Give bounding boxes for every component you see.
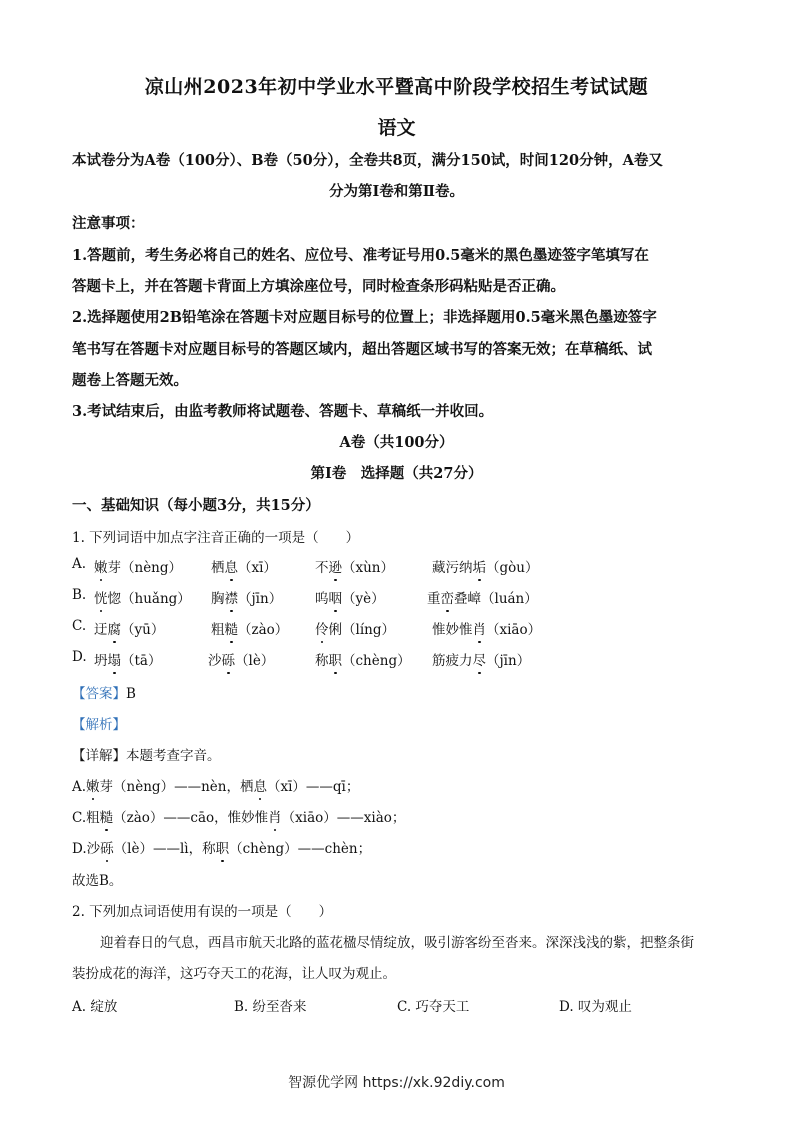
word-post: （yè） <box>342 591 385 607</box>
word-post: 惚（huǎng） <box>107 591 191 607</box>
word <box>94 649 161 669</box>
word <box>432 649 530 669</box>
word-post: （jīn） <box>486 653 531 669</box>
dotted-char: 嫩 <box>94 556 108 576</box>
dotted-char: 伶 <box>315 618 329 638</box>
q2-option-b: B. 纷至沓来 <box>234 999 307 1015</box>
text: （lè）——lì，称 <box>113 841 216 857</box>
exam-title: 凉山州2023年初中学业水平暨高中阶段学校招生考试试题 <box>144 76 649 98</box>
word-pre: 粗 <box>211 622 225 638</box>
dotted-char: 峦 <box>441 587 455 607</box>
answer-tag: 【答案】 <box>72 686 126 702</box>
correction-a <box>72 775 359 795</box>
word-pre: 迂 <box>94 622 108 638</box>
word-pre: 沙 <box>208 653 222 669</box>
dotted-char: 肖 <box>473 618 487 638</box>
text: D.沙 <box>72 841 101 857</box>
dotted-char: 糙 <box>225 618 239 638</box>
word-post: （gòu） <box>486 560 539 576</box>
notice-item-2-line-2: 笔书写在答题卡对应题目标号的答题区域内，超出答题区域书写的答案无效；在草稿纸、试 <box>72 341 652 358</box>
word-pre: 称 <box>315 653 329 669</box>
word-post: （zào） <box>238 622 289 638</box>
word-pre: 筋疲力 <box>432 653 473 669</box>
word-pre: 惟妙惟 <box>432 622 473 638</box>
word-post: 芽（nèng） <box>107 560 183 576</box>
q2-option-c: C. 巧夺天工 <box>397 999 470 1015</box>
text: （xiāo）——xiào； <box>281 810 406 826</box>
question-2-stem: 2. 下列加点词语使用有误的一项是（ ） <box>72 904 333 920</box>
word-post: （xùn） <box>342 560 395 576</box>
word-post: （yū） <box>121 622 165 638</box>
word-post: （xī） <box>238 560 277 576</box>
word-post: 俐（líng） <box>328 622 395 638</box>
dotted-char: 逊 <box>329 556 343 576</box>
dotted-char: 息 <box>225 556 239 576</box>
q2-option-a: A. 绽放 <box>72 999 118 1015</box>
word <box>427 587 538 607</box>
subject-title: 语文 <box>377 117 416 139</box>
q2-option-d: D. 叹为观止 <box>559 999 632 1015</box>
dotted-char: 嫩 <box>86 775 100 795</box>
dotted-char: 砾 <box>222 649 236 669</box>
option-label: D. <box>72 649 87 665</box>
option-label: C. <box>72 618 87 634</box>
dotted-char: 糙 <box>100 806 114 826</box>
dotted-char: 腐 <box>108 618 122 638</box>
word-post: （lè） <box>235 653 275 669</box>
passage-line-1: 迎着春日的气息，西昌市航天北路的蓝花楹尽情绽放，吸引游客纷至沓来。深深浅浅的紫，把整条街 <box>100 935 694 951</box>
word-post: （jīn） <box>238 591 283 607</box>
text: （chèng）——chèn； <box>229 841 372 857</box>
dotted-char: 息 <box>253 775 267 795</box>
word <box>315 649 411 669</box>
intro-line-1: 本试卷分为A卷（100分）、B卷（50分），全卷共8页，满分150试，时间120分钟，A卷又 <box>72 152 663 169</box>
text: （xī）——qī； <box>266 779 360 795</box>
conclusion: 故选B。 <box>72 873 123 889</box>
text: A. <box>72 779 87 795</box>
dotted-char: 肖 <box>268 806 282 826</box>
word-post: （xiāo） <box>486 622 542 638</box>
intro-line-2: 分为第Ⅰ卷和第Ⅱ卷。 <box>328 183 464 200</box>
basic-knowledge-heading: 一、基础知识（每小题3分，共15分） <box>72 497 320 514</box>
dotted-char: 职 <box>329 649 343 669</box>
answer-value: B <box>126 686 136 702</box>
correction-d <box>72 837 371 857</box>
dotted-char: 尽 <box>473 649 487 669</box>
notice-item-1-line-1: 1.答题前，考生务必将自己的姓名、应位号、准考证号用0.5毫米的黑色墨迹签字笔填写在 <box>72 247 649 264</box>
dotted-char: 垢 <box>473 556 487 576</box>
word <box>211 556 277 576</box>
notice-heading: 注意事项： <box>72 215 145 232</box>
word-pre: 坍 <box>94 653 108 669</box>
word <box>211 618 288 638</box>
word-pre: 栖 <box>211 560 225 576</box>
word <box>315 556 394 576</box>
analysis-tag: 【解析】 <box>72 717 126 733</box>
notice-item-3: 3.考试结束后，由监考教师将试题卷、答题卡、草稿纸一并收回。 <box>72 403 494 420</box>
notice-item-2-line-1: 2.选择题使用2B铅笔涂在答题卡对应题目标号的位置上；非选择题用0.5毫米黑色墨迹签字 <box>72 309 657 326</box>
word-pre: 不 <box>315 560 329 576</box>
word-post: （chèng） <box>342 653 411 669</box>
word <box>94 587 191 607</box>
option-label: A. <box>72 556 87 572</box>
word-post: 叠嶂（luán） <box>454 591 538 607</box>
word <box>211 587 282 607</box>
detail-line: 【详解】本题考查字音。 <box>72 748 221 764</box>
option-label: B. <box>72 587 87 603</box>
dotted-char: 恍 <box>94 587 108 607</box>
dotted-char: 襟 <box>225 587 239 607</box>
word-pre: 呜 <box>315 591 329 607</box>
part-1-heading: 第Ⅰ卷 选择题（共27分） <box>310 465 483 482</box>
word-pre: 重 <box>427 591 441 607</box>
dotted-char: 咽 <box>329 587 343 607</box>
word-pre: 胸 <box>211 591 225 607</box>
word <box>315 618 395 638</box>
watermark-footer: 智源优学网 https://xk.92diy.com <box>288 1075 505 1091</box>
dotted-char: 职 <box>216 837 230 857</box>
volume-a-heading: A卷（共100分） <box>339 434 454 451</box>
word <box>208 649 274 669</box>
correction-c <box>72 806 405 826</box>
passage-line-2: 装扮成花的海洋，这巧夺天工的花海，让人叹为观止。 <box>72 966 396 982</box>
dotted-char: 塌 <box>108 649 122 669</box>
word <box>432 556 538 576</box>
word-pre: 藏污纳 <box>432 560 473 576</box>
word <box>94 556 182 576</box>
notice-item-2-line-3: 题卷上答题无效。 <box>72 372 188 389</box>
question-1-stem: 1. 下列词语中加点字注音正确的一项是（ ） <box>72 530 360 546</box>
word <box>94 618 164 638</box>
text: C.粗 <box>72 810 100 826</box>
dotted-char: 砾 <box>100 837 114 857</box>
word <box>315 587 385 607</box>
notice-item-1-line-2: 答题卡上，并在答题卡背面上方填涂座位号，同时检查条形码粘贴是否正确。 <box>72 278 565 295</box>
word <box>432 618 541 638</box>
text: （zào）——cāo，惟妙惟 <box>113 810 269 826</box>
text: 芽（nèng）——nèn，栖 <box>99 779 254 795</box>
word-post: （tā） <box>121 653 162 669</box>
answer-line <box>72 682 136 702</box>
